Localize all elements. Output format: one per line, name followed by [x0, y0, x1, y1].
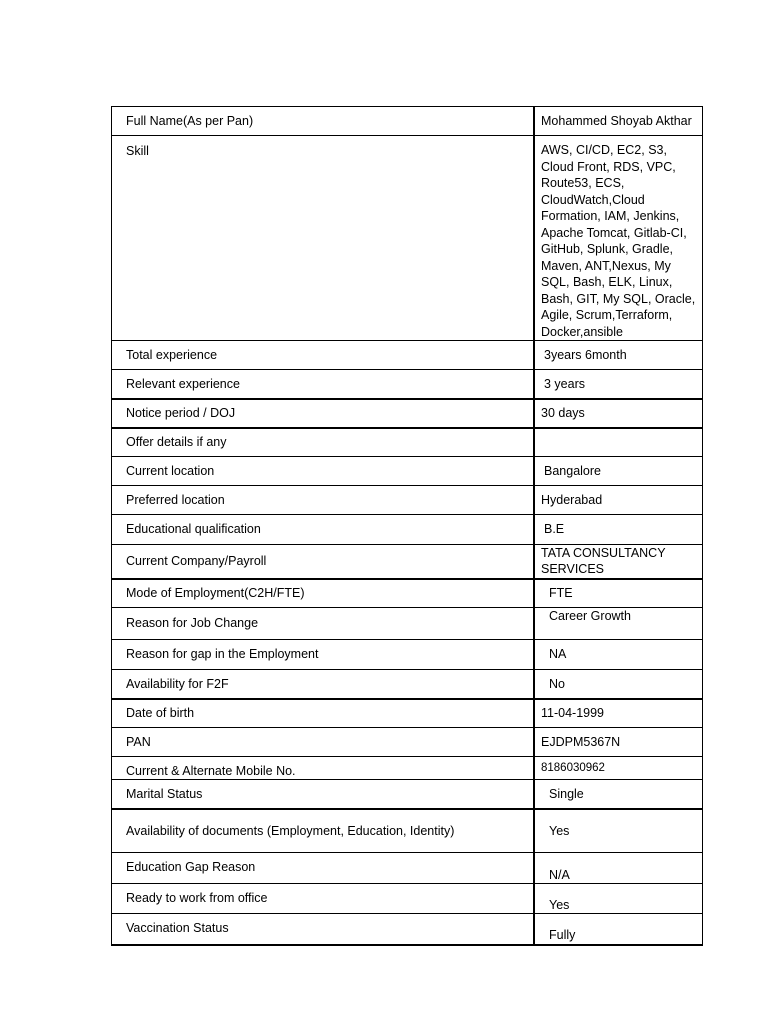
- row-label: Preferred location: [112, 486, 535, 515]
- table-row: [112, 399, 703, 428]
- row-value: NA: [534, 640, 703, 670]
- table-row: [112, 545, 703, 579]
- table-row: [112, 486, 703, 515]
- table-row: [112, 757, 703, 780]
- table-row: [112, 107, 703, 136]
- row-label: Educational qualification: [112, 515, 535, 545]
- row-label: Total experience: [112, 341, 535, 370]
- row-value: B.E: [534, 515, 703, 545]
- row-value: Fully: [534, 914, 703, 945]
- table-row: [112, 780, 703, 809]
- row-label: Notice period / DOJ: [112, 399, 535, 428]
- row-value: Hyderabad: [534, 486, 703, 515]
- row-value: 3years 6month: [534, 341, 703, 370]
- row-value: Mohammed Shoyab Akthar: [534, 107, 703, 136]
- table-row: [112, 884, 703, 914]
- row-label: Availability of documents (Employment, Education, Identity): [112, 809, 535, 853]
- row-label: Reason for Job Change: [112, 608, 535, 640]
- row-label: Reason for gap in the Employment: [112, 640, 535, 670]
- table-row: [112, 853, 703, 884]
- row-label: Full Name(As per Pan): [112, 107, 535, 136]
- table-row: [112, 515, 703, 545]
- table-row: [112, 699, 703, 728]
- row-label: Current location: [112, 457, 535, 486]
- row-label: Education Gap Reason: [112, 853, 535, 884]
- row-label: Availability for F2F: [112, 670, 535, 699]
- row-label: Mode of Employment(C2H/FTE): [112, 579, 535, 608]
- row-value: Single: [534, 780, 703, 809]
- table-row: [112, 136, 703, 341]
- table-row: [112, 670, 703, 699]
- candidate-details-table: [111, 106, 703, 946]
- row-label: Current Company/Payroll: [112, 545, 535, 579]
- row-value: Yes: [534, 884, 703, 914]
- row-value: Yes: [534, 809, 703, 853]
- row-value: TATA CONSULTANCY SERVICES: [534, 545, 703, 579]
- row-value: 11-04-1999: [534, 699, 703, 728]
- row-value: No: [534, 670, 703, 699]
- table-row: [112, 370, 703, 399]
- row-label: Date of birth: [112, 699, 535, 728]
- table-row: [112, 457, 703, 486]
- row-label: Marital Status: [112, 780, 535, 809]
- row-value: AWS, CI/CD, EC2, S3, Cloud Front, RDS, VPC, Route53, ECS, CloudWatch,Cloud Formation, IAM, Jenkins, Apache Tomcat, Gitlab-CI, GitHub, Splunk, Gradle, Maven, ANT,Nexus, My SQL, Bash, ELK, Linux, Bash, GIT, My SQL, Oracle, Agile, Scrum,Terraform, Docker,ansible: [534, 136, 703, 341]
- table-row: [112, 428, 703, 457]
- row-value: EJDPM5367N: [534, 728, 703, 757]
- row-value: 8186030962: [534, 757, 703, 780]
- row-value: N/A: [534, 853, 703, 884]
- row-label: Vaccination Status: [112, 914, 535, 945]
- row-value: [534, 428, 703, 457]
- row-value: Career Growth: [534, 608, 703, 640]
- row-label: Current & Alternate Mobile No.: [112, 757, 535, 780]
- row-label: Offer details if any: [112, 428, 535, 457]
- table-row: [112, 608, 703, 640]
- table-row: [112, 914, 703, 945]
- table-row: [112, 728, 703, 757]
- row-label: Relevant experience: [112, 370, 535, 399]
- row-label: Skill: [112, 136, 535, 341]
- row-label: Ready to work from office: [112, 884, 535, 914]
- table-row: [112, 809, 703, 853]
- table-row: [112, 579, 703, 608]
- row-value: Bangalore: [534, 457, 703, 486]
- row-value: 3 years: [534, 370, 703, 399]
- table-row: [112, 341, 703, 370]
- row-value: FTE: [534, 579, 703, 608]
- table-row: [112, 640, 703, 670]
- row-label: PAN: [112, 728, 535, 757]
- row-value: 30 days: [534, 399, 703, 428]
